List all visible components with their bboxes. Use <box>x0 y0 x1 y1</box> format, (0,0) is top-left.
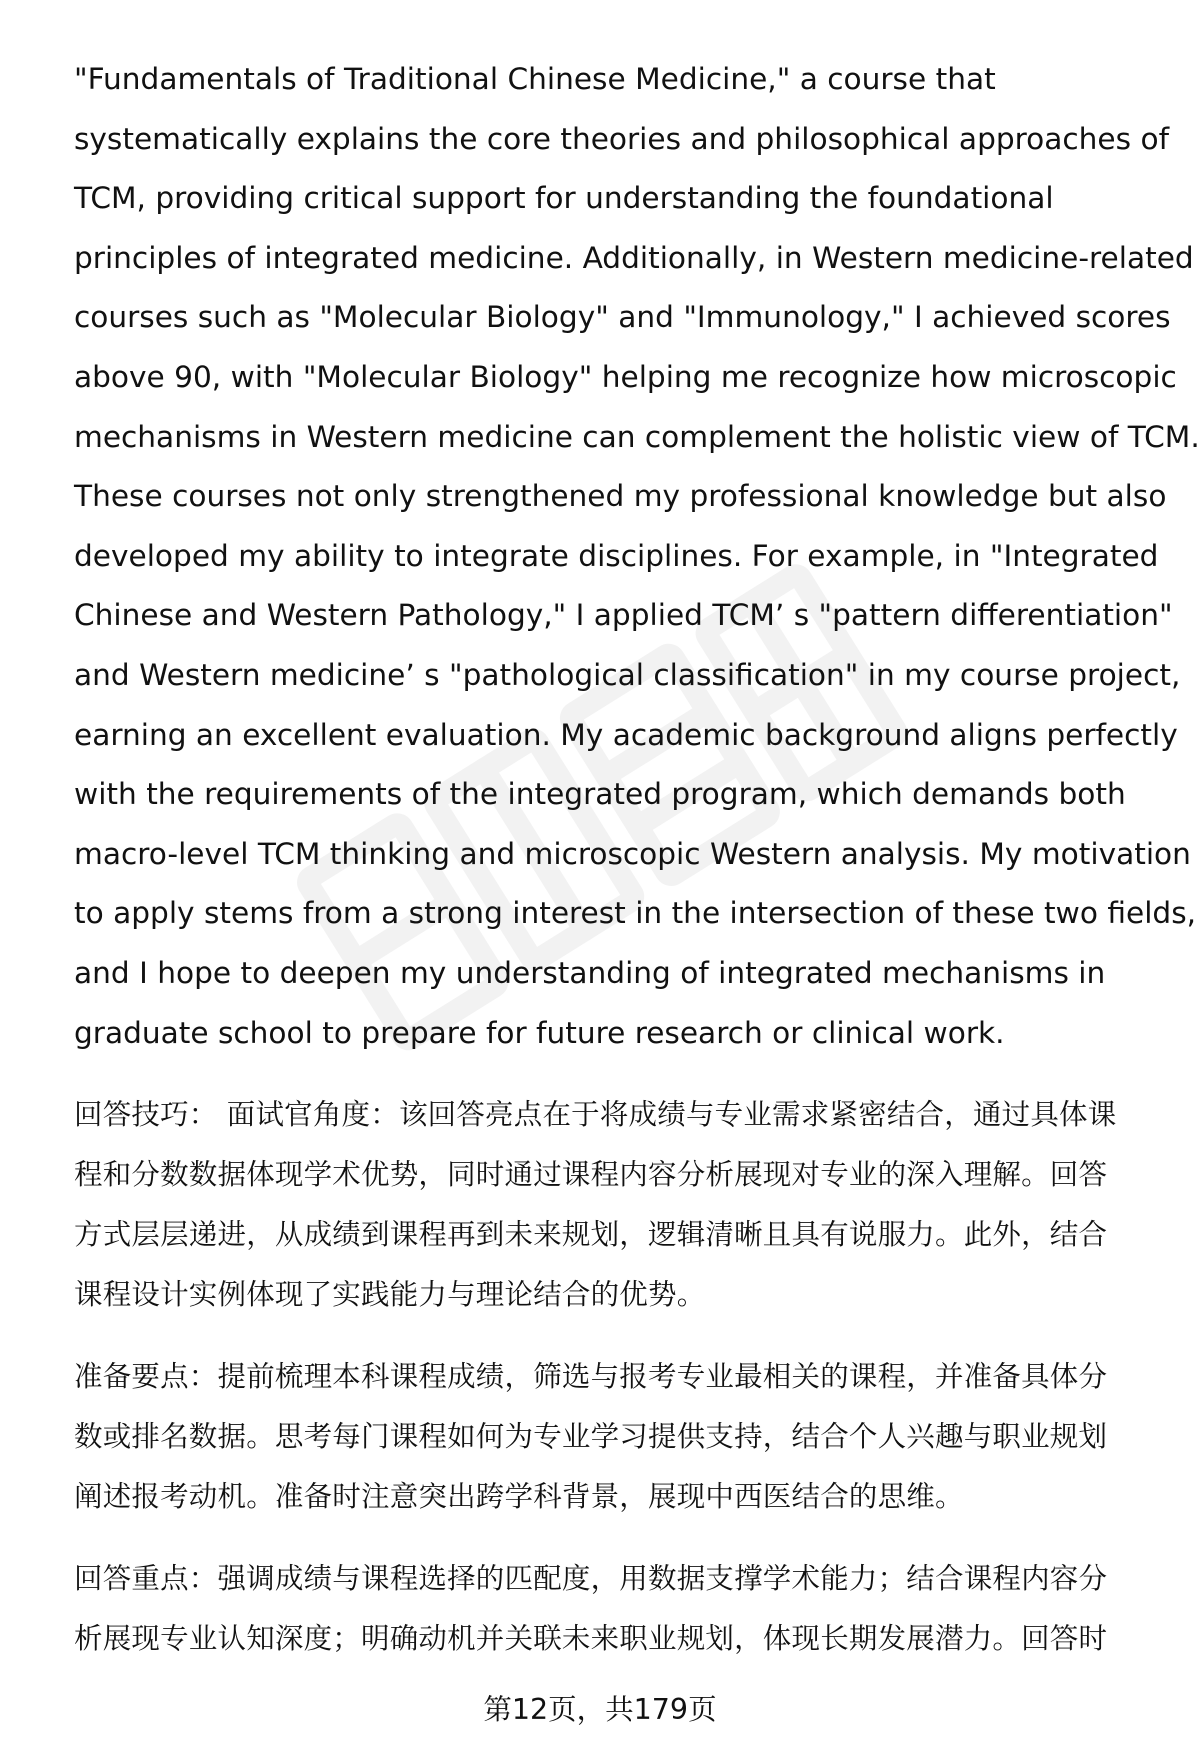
answer-focus-line: 回答重点：强调成绩与课程选择的匹配度，用数据支撑学术能力；结合课程内容分 <box>74 1562 1108 1596</box>
answer-focus-section <box>74 1549 1164 1669</box>
page-content <box>74 50 1200 1669</box>
paragraph-line: TCM, providing critical support for understanding the foundational <box>74 181 1054 216</box>
preparation-points-line: 阐述报考动机。准备时注意突出跨学科背景，展现中西医结合的思维。 <box>74 1480 964 1514</box>
answer-tips-line: 回答技巧： 面试官角度：该回答亮点在于将成绩与专业需求紧密结合，通过具体课 <box>74 1098 1117 1132</box>
paragraph-line: Chinese and Western Pathology," I applied TCM’ s "pattern differentiation" <box>74 598 1173 633</box>
page-number-footer: 第12页，共179页 <box>483 1693 717 1726</box>
paragraph-line: and Western medicine’ s "pathological classification" in my course project, <box>74 657 1181 692</box>
preparation-points-line: 数或排名数据。思考每门课程如何为专业学习提供支持，结合个人兴趣与职业规划 <box>74 1420 1108 1454</box>
paragraph-line: and I hope to deepen my understanding of integrated mechanisms in <box>74 955 1106 990</box>
preparation-points-section <box>74 1347 1164 1527</box>
paragraph-line: These courses not only strengthened my professional knowledge but also <box>74 479 1167 514</box>
answer-focus-line: 析展现专业认知深度；明确动机并关联未来职业规划，体现长期发展潜力。回答时 <box>74 1622 1108 1656</box>
answer-tips-section <box>74 1085 1164 1325</box>
answer-tips-line: 课程设计实例体现了实践能力与理论结合的优势。 <box>74 1278 706 1312</box>
paragraph-line: earning an excellent evaluation. My academic background aligns perfectly <box>74 717 1178 752</box>
answer-tips-line: 方式层层递进，从成绩到课程再到未来规划，逻辑清晰且具有说服力。此外，结合 <box>74 1218 1108 1252</box>
paragraph-line: graduate school to prepare for future research or clinical work. <box>74 1015 1005 1050</box>
paragraph-line: systematically explains the core theories and philosophical approaches of <box>74 121 1169 156</box>
paragraph-line: macro-level TCM thinking and microscopic Western analysis. My motivation <box>74 836 1191 871</box>
body-paragraph <box>74 50 1200 1063</box>
paragraph-line: "Fundamentals of Traditional Chinese Medicine," a course that <box>74 62 996 96</box>
paragraph-line: courses such as "Molecular Biology" and "Immunology," I achieved scores <box>74 300 1171 335</box>
paragraph-line: principles of integrated medicine. Additionally, in Western medicine-related <box>74 240 1194 275</box>
answer-tips-line: 程和分数数据体现学术优势，同时通过课程内容分析展现对专业的深入理解。回答 <box>74 1158 1108 1192</box>
paragraph-line: with the requirements of the integrated program, which demands both <box>74 777 1126 812</box>
paragraph-line: mechanisms in Western medicine can complement the holistic view of TCM. <box>74 419 1200 454</box>
preparation-points-line: 准备要点：提前梳理本科课程成绩，筛选与报考专业最相关的课程，并准备具体分 <box>74 1360 1108 1394</box>
paragraph-line: above 90, with "Molecular Biology" helping me recognize how microscopic <box>74 359 1177 394</box>
paragraph-line: developed my ability to integrate disciplines. For example, in "Integrated <box>74 538 1159 573</box>
paragraph-line: to apply stems from a strong interest in the intersection of these two fields, <box>74 896 1197 931</box>
